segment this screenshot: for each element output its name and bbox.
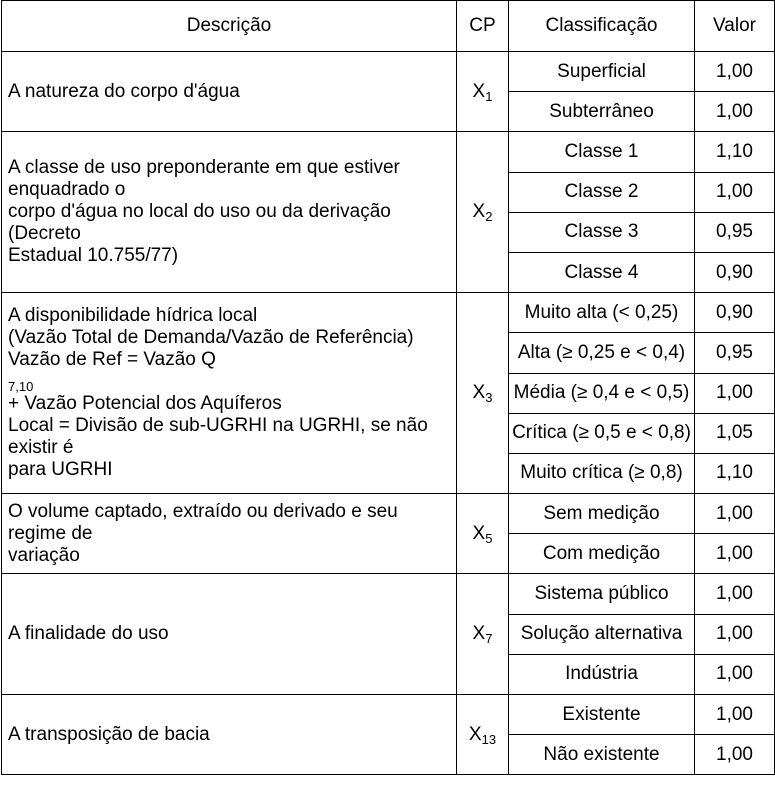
description-cell [2,695,457,775]
classification-cell: Média (≥ 0,4 e < 0,5) [509,373,695,413]
cp-base: X [472,382,486,404]
header-valor: Valor [695,1,775,52]
description-line [8,349,450,415]
cp-cell [457,52,509,132]
description-line: variação [8,544,80,566]
cp-subscript: 3 [485,390,493,406]
description-line: A finalidade do uso [8,623,169,645]
classification-cell: Classe 2 [509,172,695,212]
value-cell: 1,00 [695,735,775,775]
description-line: O volume captado, extraído ou derivado e seu regime de [8,500,398,544]
cp-base: X [472,623,486,645]
description-line: A transposição de bacia [8,723,210,745]
description-fragment: + Vazão Potencial dos Aquíferos [8,393,282,415]
cp-cell [457,695,509,775]
value-cell: 0,95 [695,212,775,252]
cp-base: X [472,201,486,223]
cp-subscript: 2 [485,209,493,225]
classification-cell: Solução alternativa [509,614,695,654]
cp-base: X [472,80,486,102]
table-row [2,494,775,534]
value-cell: 1,00 [695,494,775,534]
coefficients-table [1,0,775,775]
classification-cell: Superficial [509,52,695,92]
classification-cell: Não existente [509,735,695,775]
description-line: A natureza do corpo d'água [8,80,240,102]
classification-cell: Sistema público [509,574,695,614]
cp-base: X [468,723,482,745]
classification-cell: Existente [509,695,695,735]
header-row [2,1,775,52]
description-line: A classe de uso preponderante em que estiver enquadrado o [8,157,400,201]
description-line: para UGRHI [8,459,113,481]
description-line: Local = Divisão de sub-UGRHI na UGRHI, se não existir é [8,415,428,459]
classification-cell: Muito alta (< 0,25) [509,293,695,333]
cp-cell [457,132,509,293]
value-cell: 1,10 [695,132,775,172]
classification-cell: Sem medição [509,494,695,534]
cp-base: X [472,522,486,544]
description-line: (Vazão Total de Demanda/Vazão de Referência) [8,327,414,349]
value-cell: 1,00 [695,373,775,413]
header-descricao: Descrição [2,1,457,52]
classification-cell: Subterrâneo [509,92,695,132]
value-cell: 1,00 [695,614,775,654]
table-row [2,293,775,333]
value-cell: 1,00 [695,654,775,694]
value-cell: 1,00 [695,52,775,92]
description-fragment: Vazão de Ref = Vazão Q [8,349,216,371]
description-line: A disponibilidade hídrica local [8,305,258,327]
cp-subscript: 13 [481,731,497,747]
classification-cell: Muito crítica (≥ 0,8) [509,453,695,493]
classification-cell: Classe 1 [509,132,695,172]
cp-cell [457,293,509,494]
classification-cell: Com medição [509,534,695,574]
value-cell: 0,90 [695,252,775,292]
header-classificacao: Classificação [509,1,695,52]
cp-subscript: 5 [485,530,493,546]
value-cell: 1,00 [695,534,775,574]
cp-cell [457,494,509,574]
table-row [2,52,775,92]
value-cell: 1,00 [695,695,775,735]
description-line: corpo d'água no local do uso ou da derivação (Decreto [8,201,391,245]
description-line: Estadual 10.755/77) [8,245,179,267]
description-cell [2,132,457,293]
classification-cell: Classe 3 [509,212,695,252]
flow-subscript: 7,10 [8,379,34,395]
cp-subscript: 7 [485,631,493,647]
value-cell: 1,00 [695,574,775,614]
table-row [2,695,775,735]
header-cp: CP [457,1,509,52]
value-cell: 0,95 [695,333,775,373]
value-cell: 1,05 [695,413,775,453]
cp-cell [457,574,509,695]
description-cell [2,293,457,494]
value-cell: 0,90 [695,293,775,333]
cp-subscript: 1 [485,88,493,104]
value-cell: 1,00 [695,92,775,132]
value-cell: 1,10 [695,453,775,493]
description-cell [2,52,457,132]
value-cell: 1,00 [695,172,775,212]
table-row [2,574,775,614]
classification-cell: Crítica (≥ 0,5 e < 0,8) [509,413,695,453]
description-cell [2,494,457,574]
classification-cell: Classe 4 [509,252,695,292]
table-row [2,132,775,172]
classification-cell: Indústria [509,654,695,694]
description-cell [2,574,457,695]
classification-cell: Alta (≥ 0,25 e < 0,4) [509,333,695,373]
